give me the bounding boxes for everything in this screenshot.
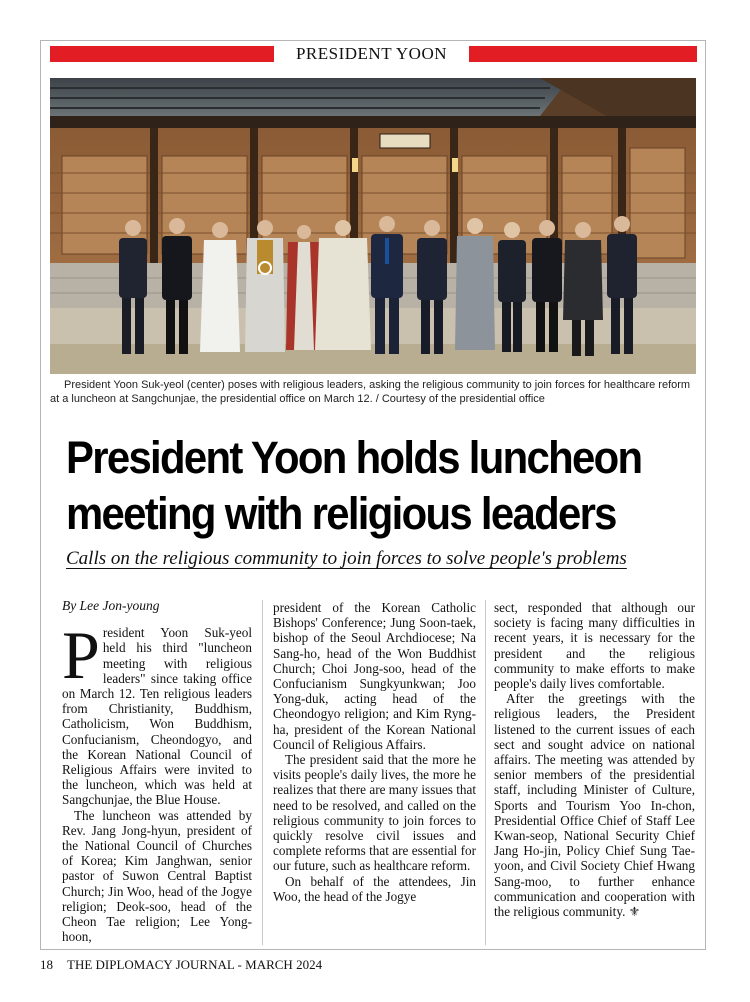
paragraph-1-text: resident Yoon Suk-yeol held his third "luncheon meeting with religious leaders" since taking office on March 12. Ten religious leaders from Christianity, Buddhism, Catholicism, Won Buddhism, Confucianism, Cheondogyo, and the Korean National Council of Religious Affairs were invited to the luncheon, which was held at Sangchunjae, the Blue House.: [62, 625, 252, 808]
article-column-3: [494, 600, 695, 919]
byline: By Lee Jon-young: [62, 598, 160, 613]
column-rule: [262, 600, 263, 945]
paragraph-7: [494, 691, 695, 919]
publication-name: THE DIPLOMACY JOURNAL - MARCH 2024: [67, 957, 323, 972]
group-photo: [50, 78, 696, 374]
paragraph-4: The president said that the more he visits people's daily lives, the more he realizes that there are many issues that need to be resolved, and called on the religious community to join forces to quickly resolve civil issues and complete reforms that are essential for our future, such as healthcare reform.: [273, 752, 476, 874]
article-column-1: [62, 598, 252, 944]
dropcap: P: [62, 617, 100, 694]
section-bar-left: [50, 46, 274, 62]
section-label: PRESIDENT YOON: [295, 44, 448, 63]
group-photo-icon: [50, 78, 696, 374]
section-bar-right: [469, 46, 697, 62]
headline: President Yoon holds luncheon meeting with religious leaders: [66, 432, 642, 539]
page-number: 18: [40, 957, 53, 972]
end-mark-icon: ⚜: [628, 904, 641, 920]
page-footer: [40, 957, 336, 973]
photo-caption: President Yoon Suk-yeol (center) poses with religious leaders, asking the religious community to join forces for healthcare reform at a luncheon at Sangchunjae, the presidential office on March 12. / Courtesy of the presidential office: [50, 379, 691, 405]
paragraph-2: The luncheon was attended by Rev. Jang Jong-hyun, president of the National Council of Churches of Korea; Kim Janghwan, senior pastor of Suwon Central Baptist Church; Jin Woo, head of the Jogye religion; Deok-soo, head of the Cheon Tae religion; Lee Yong-hoon,: [62, 807, 252, 945]
paragraph-3: president of the Korean Catholic Bishops' Conference; Jung Soon-taek, bishop of the Seoul Archdiocese; Na Sang-ho, head of the Won Buddhist Church; Choi Jong-soo, head of the Confucianism Sungkyunkwan; Joo Yong-duk, acting head of the Cheondogyo religion; and Kim Ryng-ha, president of the Korean National Council of Religious Affairs.: [273, 600, 476, 752]
paragraph-6: sect, responded that although our society is facing many difficulties in recent years, it is necessary for the president and the religious community to make efforts to make people's daily lives comfortable.: [494, 600, 695, 692]
article-column-2: [273, 600, 476, 904]
subhead: Calls on the religious community to join forces to solve people's problems: [66, 548, 627, 569]
paragraph-7-text: After the greetings with the religious leaders, the President listened to the current issues of each sect and sought advice on national affairs. The meeting was attended by senior members of the presidential staff, including Minister of Culture, Sports and Tourism Yoo In-chon, Presidential Office Chief of Staff Lee Kwan-seop, National Security Chief Jang Ho-jin, Policy Chief Sung Tae-yoon, and Civil Society Chief Hwang Sang-moo, to further enhance communication and cooperation with the religious community.: [494, 691, 695, 920]
column-rule: [485, 600, 486, 945]
paragraph-5: On behalf of the attendees, Jin Woo, the head of the Jogye: [273, 873, 476, 904]
paragraph-1: [62, 617, 252, 808]
